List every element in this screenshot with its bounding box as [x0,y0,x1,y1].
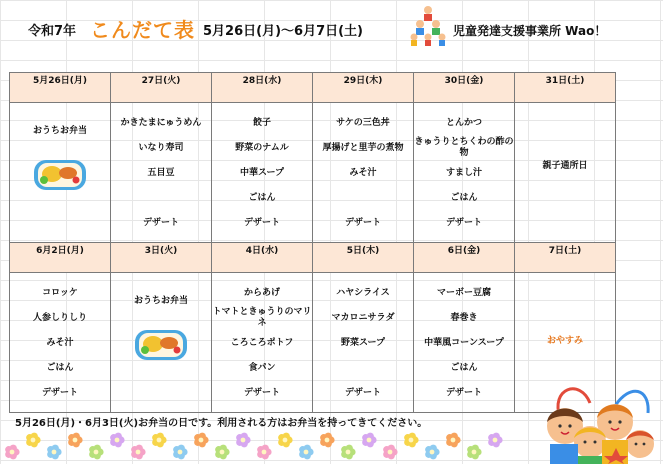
menu-item: 野菜スープ [340,337,386,348]
menu-cell [313,103,414,243]
flower-icon [89,445,103,460]
menu-item: コロッケ [42,287,78,298]
menu-item: デザート [243,387,280,398]
menu-cell [10,273,111,413]
flower-icon [362,433,376,448]
flower-icon [341,445,355,460]
menu-cell [10,103,111,243]
kids-tower-illustration [410,4,446,46]
menu-cell [313,273,414,413]
home-bento-label: おうちお弁当 [133,296,188,306]
menu-cell [414,103,515,243]
menu-cell [515,103,616,243]
bento-notice: 5月26日(月)・6月3日(火)お弁当の日です。利用される方はお弁当を持ってきてください。 [15,418,428,429]
flower-icon [425,445,439,460]
organization-name: 児童発達支援事業所 Wao！ [453,24,607,38]
flower-icon [173,445,187,460]
flower-icon [131,445,145,460]
menu-item: デザート [344,217,381,228]
menu-item: ごはん [450,192,478,203]
flower-icon [467,445,481,460]
day-header: 7日(土) [515,243,616,273]
week1-header-row [10,73,616,103]
menu-item: ごはん [450,362,478,373]
flower-icon [215,445,229,460]
menu-item: 食パン [248,362,276,373]
menu-cell [111,273,212,413]
week1-menu-row [10,103,616,243]
menu-item [313,185,413,210]
day-header: 5日(木) [313,243,414,273]
menu-item: 中華スープ [239,167,285,178]
header [0,0,663,60]
menu-cell [212,273,313,413]
menu-cell [212,103,313,243]
menu-item: ハヤシライス [336,287,390,298]
menu-item: みそ汁 [349,167,377,178]
menu-item: かきたまにゅうめん [120,117,202,128]
date-range: 5月26日(月)〜6月7日(土) [203,24,363,39]
day-header: 6月2日(月) [10,243,111,273]
menu-item: トマトときゅうりのマリネ [212,306,312,328]
flower-icon [47,445,61,460]
menu-item: からあげ [243,287,280,298]
flower-icon [299,445,313,460]
flower-icon [257,445,271,460]
flower-icon [278,433,292,448]
day-header: 5月26日(月) [10,73,111,103]
menu-item: ごはん [46,362,74,373]
day-header: 27日(火) [111,73,212,103]
menu-item [111,185,211,210]
day-header: 28日(水) [212,73,313,103]
menu-item: デザート [344,387,381,398]
menu-item: 五目豆 [147,167,175,178]
menu-item: 中華風コーンスープ [424,337,504,348]
menu-item: 春巻き [450,312,478,323]
menu-item: デザート [142,217,179,228]
menu-item: マーボー豆腐 [436,287,491,298]
menu-item [313,355,413,380]
home-bento-label: おうちお弁当 [32,126,87,136]
flower-icon [446,433,460,448]
menu-table [9,72,616,413]
menu-item: サケの三色丼 [336,117,390,128]
menu-item: 野菜のナムル [235,142,289,153]
bento-icon [32,152,88,192]
menu-item: ころころポトフ [230,337,294,348]
menu-item: デザート [445,387,482,398]
era-label: 令和7年 [28,24,77,39]
flower-icon [320,433,334,448]
menu-item: 厚揚げと里芋の煮物 [322,142,404,153]
day-header: 30日(金) [414,73,515,103]
menu-item: ごはん [248,192,276,203]
menu-item: みそ汁 [46,337,74,348]
menu-item: デザート [41,387,78,398]
day-header: 3日(火) [111,243,212,273]
day-header: 4日(水) [212,243,313,273]
flower-icon [5,445,19,460]
menu-cell [111,103,212,243]
menu-cell [414,273,515,413]
flower-icon [383,445,397,460]
flower-icon [68,433,82,448]
week2-header-row [10,243,616,273]
menu-item: デザート [445,217,482,228]
parent-child-day-label: 親子通所日 [542,161,588,171]
page-title: こんだて表 [90,18,195,42]
flower-icon [488,433,502,448]
menu-item: すまし汁 [445,167,482,178]
menu-item: きゅうりとちくわの酢の物 [414,136,514,158]
menu-item: いなり寿司 [138,142,184,153]
day-header: 6日(金) [414,243,515,273]
day-header: 29日(木) [313,73,414,103]
menu-item: 餃子 [252,117,271,128]
bento-icon [133,322,189,362]
flower-icon [26,433,40,448]
holiday-label: おやすみ [546,336,583,346]
menu-item: マカロニサラダ [331,312,395,323]
flower-icon [110,433,124,448]
flower-icon [236,433,250,448]
kids-illustration [520,378,663,464]
flower-icon [152,433,166,448]
day-header: 31日(土) [515,73,616,103]
menu-item: とんかつ [445,117,482,128]
flower-icon [404,433,418,448]
menu-item: 人参しりしり [32,312,87,323]
flower-icon [194,433,208,448]
menu-item: デザート [243,217,280,228]
